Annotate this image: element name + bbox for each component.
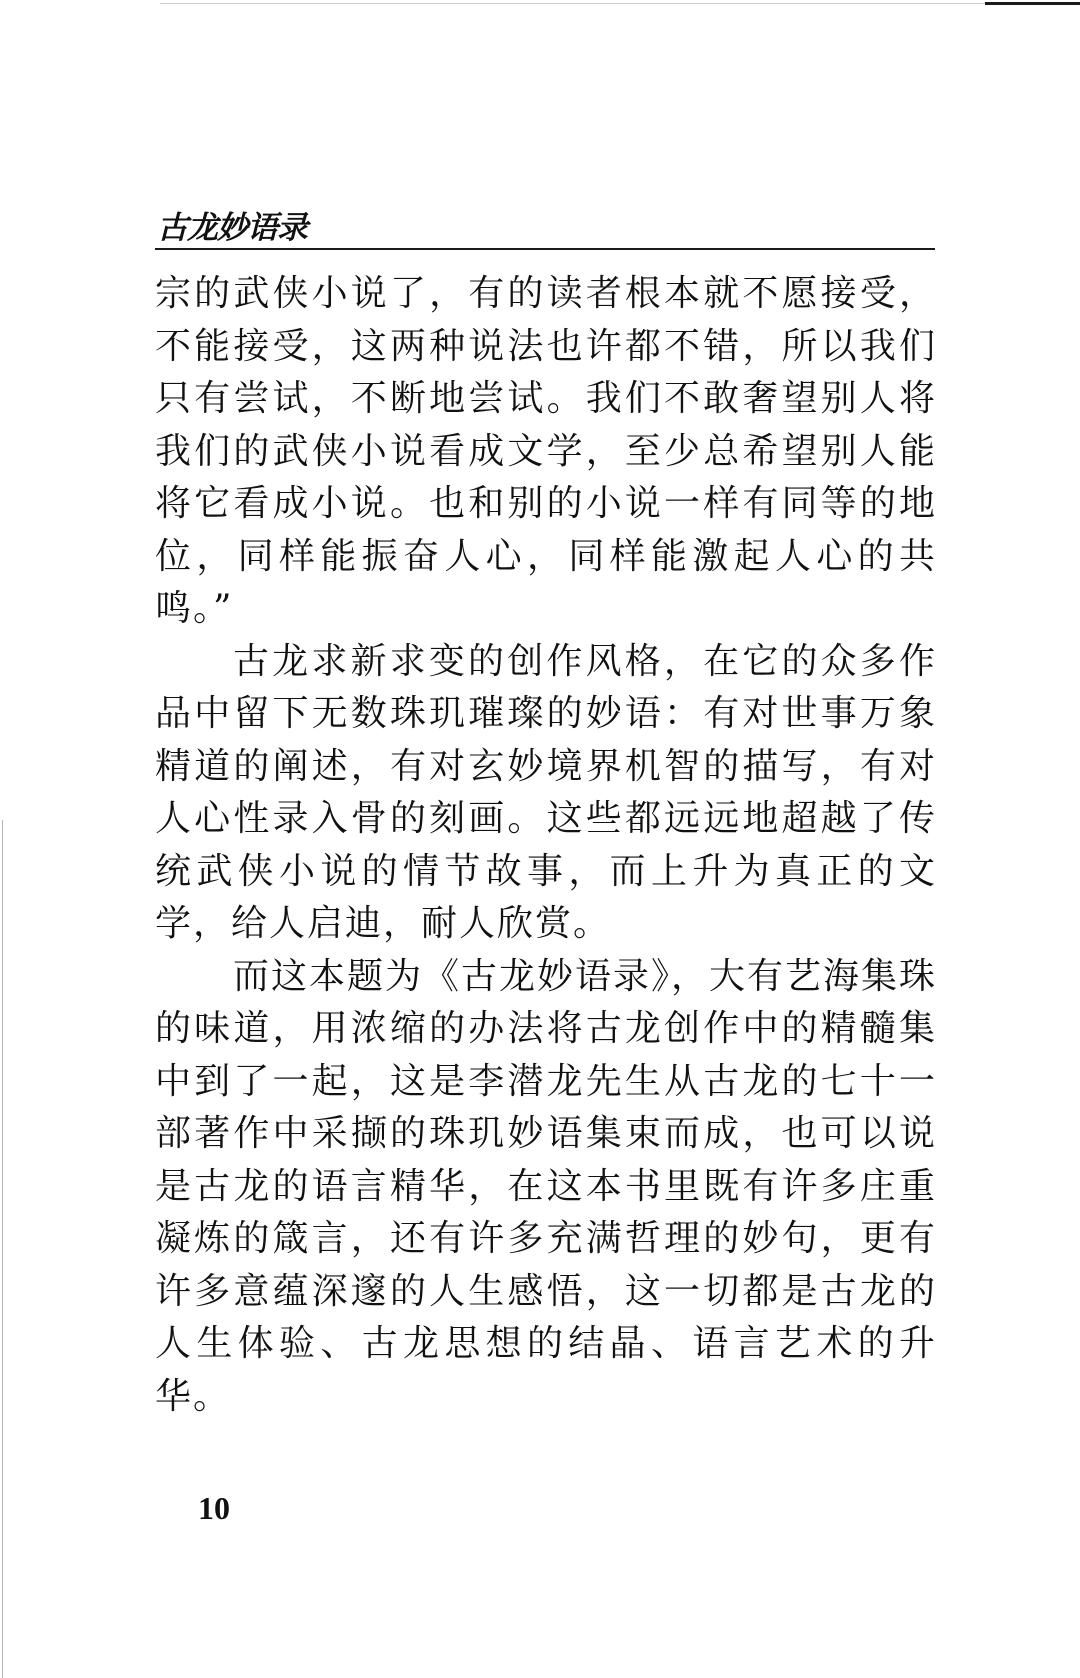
scan-artifact-line bbox=[160, 3, 985, 4]
paragraph-continued: 宗的武侠小说了，有的读者根本就不愿接受，不能接受，这两种说法也许都不错，所以我们只有尝试，不断地尝试。我们不敢奢望别人将我们的武侠小说看成文学，至少总希望别人能将它看成小说。也和别的小说一样有同等的地位，同样能振奋人心，同样能激起人心的共鸣。” bbox=[155, 273, 937, 629]
book-title: 古龙妙语录 bbox=[157, 210, 307, 246]
paragraph: 而这本题为《古龙妙语录》，大有艺海集珠的味道，用浓缩的办法将古龙创作中的精髓集中到了一起，这是李潜龙先生从古龙的七十一部著作中采撷的珠玑妙语集束而成，也可以说是古龙的语言精华，在这本书里既有许多庄重凝炼的箴言，还有许多充满哲理的妙句，更有许多意蕴深邃的人生感悟，这一切都是古龙的人生体验、古龙思想的结晶、语言艺术的升华。 bbox=[155, 955, 938, 1417]
scan-artifact-edge bbox=[2, 820, 3, 1678]
paragraph: 古龙求新求变的创作风格，在它的众多作品中留下无数珠玑璀璨的妙语：有对世事万象精道的阐述，有对玄妙境界机智的描写，有对人心性录入骨的刻画。这些都远远地超越了传统武侠小说的情节故事，而上升为真正的文学，给人启迪，耐人欣赏。 bbox=[155, 640, 937, 944]
page-number: 10 bbox=[198, 1490, 230, 1526]
running-head bbox=[155, 198, 935, 250]
body-text bbox=[155, 268, 937, 1423]
scan-artifact-bar bbox=[985, 2, 1080, 5]
